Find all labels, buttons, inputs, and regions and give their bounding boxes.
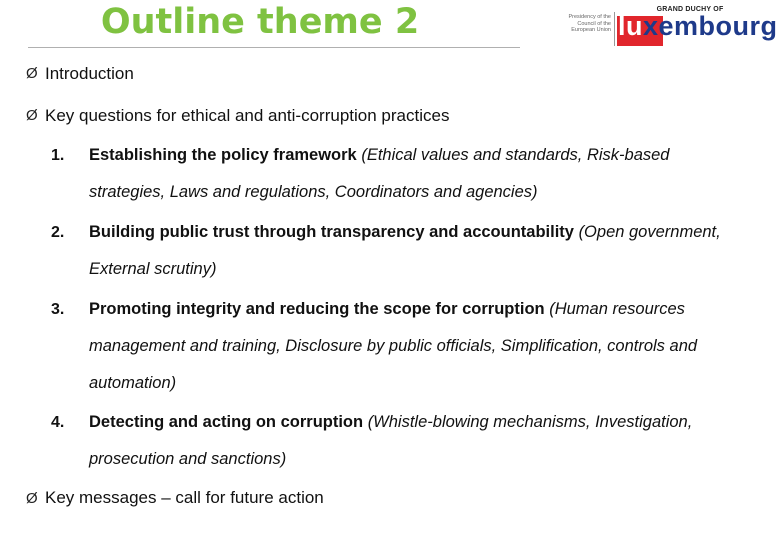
item-number: 3.: [51, 301, 65, 318]
item-heading: Establishing the policy framework: [89, 146, 357, 164]
bullet-key-questions: Key questions for ethical and anti-corruption practices: [45, 106, 450, 125]
luxembourg-wordmark: [618, 11, 778, 42]
presidency-caption: Presidency of the Council of the European Union: [568, 14, 611, 33]
item-number: 2.: [51, 224, 65, 241]
bullet-arrow-icon: Ø: [26, 65, 38, 82]
outline-item-4: [89, 404, 749, 478]
item-detail: (Human resources management and training, Disclosure by public officials, Simplification, controls and automation): [89, 300, 698, 392]
item-detail: (Whistle-blowing mechanisms, Investigation, prosecution and sanctions): [89, 413, 693, 468]
grand-duchy-label: GRAND DUCHY OF: [656, 6, 724, 13]
bullet-introduction: Introduction: [45, 64, 134, 83]
item-detail: (Ethical values and standards, Risk-based strategies, Laws and regulations, Coordinators and agencies): [89, 146, 670, 201]
bullet-arrow-icon: Ø: [26, 107, 38, 124]
title-underline: [28, 47, 520, 48]
wordmark-lu: lu: [618, 11, 643, 41]
item-number: 1.: [51, 147, 65, 164]
outline-item-2: [89, 214, 749, 288]
luxembourg-presidency-logo: [555, 6, 778, 46]
item-heading: Promoting integrity and reducing the scope for corruption: [89, 300, 545, 318]
item-heading: Detecting and acting on corruption: [89, 413, 364, 431]
logo-divider: [614, 12, 615, 46]
item-heading: Building public trust through transparency and accountability: [89, 223, 574, 241]
item-detail: (Open government, External scrutiny): [89, 223, 721, 278]
bullet-arrow-icon: Ø: [26, 490, 38, 507]
item-number: 4.: [51, 414, 65, 431]
bullet-key-messages: Key messages – call for future action: [45, 488, 324, 507]
outline-item-1: [89, 137, 749, 211]
wordmark-xembourg: xembourg: [643, 11, 778, 41]
outline-item-3: [89, 291, 749, 402]
slide-title: Outline theme 2: [100, 2, 420, 42]
